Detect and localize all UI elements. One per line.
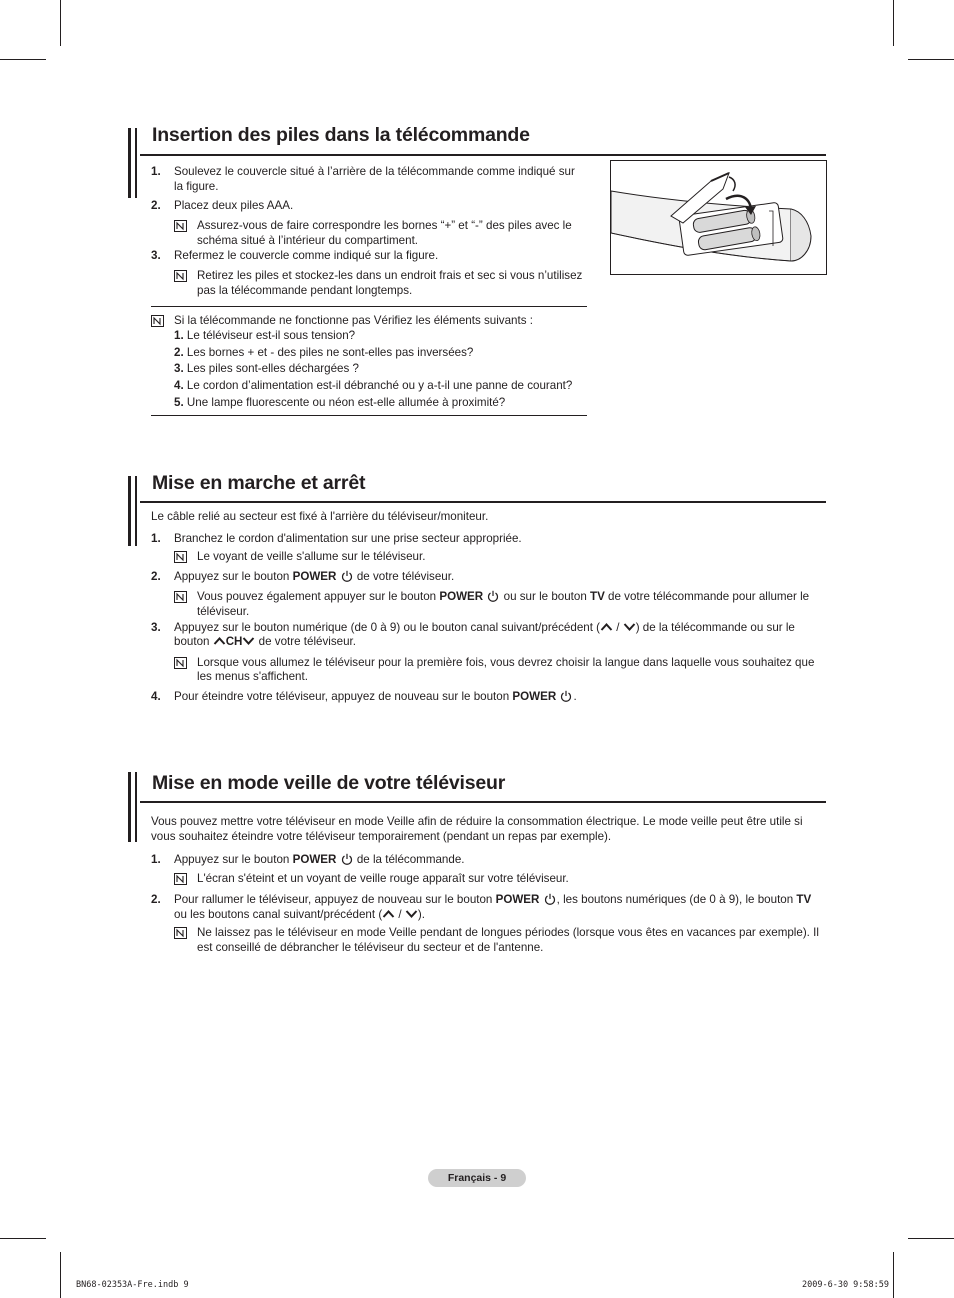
intro-text: Vous pouvez mettre votre téléviseur en mode Veille afin de réduire la consommation électrique. Le mode veille peut être utile si [151, 815, 803, 828]
trouble-item [174, 328, 355, 343]
note-text: est conseillé de débrancher le téléviseur du secteur et de l'antenne. [197, 941, 544, 954]
step-text [174, 634, 356, 649]
tv-label: TV [796, 893, 812, 906]
note-icon [174, 270, 187, 282]
text-run: Appuyez sur le bouton [174, 570, 293, 583]
step-text [174, 892, 811, 907]
note-text: Le voyant de veille s'allume sur le téléviseur. [197, 550, 426, 563]
crop-mark [0, 1238, 46, 1239]
step-number: 2. [151, 893, 161, 906]
section-marker [135, 476, 137, 546]
text-run: de votre téléviseur. [353, 570, 455, 583]
crop-mark [893, 1252, 894, 1298]
note-text: Assurez-vous de faire correspondre les bornes “+” et “-” des piles avec le [197, 219, 572, 232]
item-text: Le téléviseur est-il sous tension? [183, 329, 356, 342]
item-number: 3. [174, 362, 184, 375]
intro-text: vous souhaitez éteindre votre téléviseur temporairement (pendant un repas par exemple). [151, 830, 612, 843]
trouble-item [174, 378, 572, 393]
step-text: Placez deux piles AAA. [174, 199, 294, 212]
power-icon [341, 853, 353, 865]
step-text [174, 907, 425, 922]
text-run: Appuyez sur le bouton [174, 853, 293, 866]
tv-label: TV [590, 590, 605, 603]
step-text: Branchez le cordon d'alimentation sur une prise secteur appropriée. [174, 532, 522, 545]
note-icon [174, 927, 187, 939]
step-text: Refermez le couvercle comme indiqué sur la figure. [174, 249, 439, 262]
step-number: 3. [151, 249, 161, 262]
crop-mark [893, 0, 894, 46]
ch-label: CH [225, 635, 243, 648]
trouble-item [174, 345, 473, 360]
crop-mark [908, 59, 954, 60]
section-marker [128, 772, 131, 842]
text-run: Pour éteindre votre téléviseur, appuyez de nouveau sur le bouton [174, 690, 513, 703]
divider [151, 415, 587, 416]
power-label: POWER [439, 590, 484, 603]
remote-illustration [611, 161, 826, 274]
note-text: Lorsque vous allumez le téléviseur pour la première fois, vous devrez choisir la langue dans laquelle vous souhaitez que [197, 656, 815, 669]
chevron-down-icon [405, 908, 418, 918]
step-number: 2. [151, 570, 161, 583]
divider [151, 306, 587, 307]
section-title-power: Mise en marche et arrêt [152, 472, 366, 494]
step-text [174, 620, 795, 635]
power-label: POWER [512, 690, 557, 703]
trouble-item [174, 395, 505, 410]
section-marker [135, 772, 137, 842]
section-marker [128, 128, 131, 198]
text-run: bouton [174, 635, 213, 648]
item-number: 1. [174, 329, 184, 342]
trouble-intro: Si la télécommande ne fonctionne pas Vérifiez les éléments suivants : [174, 314, 533, 327]
text-run: de votre téléviseur. [255, 635, 356, 648]
file-slug: BN68-02353A-Fre.indb 9 [76, 1280, 189, 1290]
date-slug: 2009-6-30 9:58:59 [802, 1280, 889, 1290]
item-text: Les piles sont-elles déchargées ? [183, 362, 359, 375]
step-number: 2. [151, 199, 161, 212]
text-run: Pour rallumer le téléviseur, appuyez de nouveau sur le bouton [174, 893, 496, 906]
step-text: Soulevez le couvercle situé à l’arrière de la télécommande comme indiqué sur [174, 165, 575, 178]
title-rule [140, 501, 826, 503]
item-number: 2. [174, 346, 184, 359]
trouble-item [174, 361, 359, 376]
text-run: Vous pouvez également appuyer sur le bouton [197, 590, 440, 603]
title-rule [140, 801, 826, 803]
text-run: ou sur le bouton [500, 590, 590, 603]
chevron-down-icon [242, 635, 255, 645]
crop-mark [60, 1252, 61, 1298]
note-icon [174, 873, 187, 885]
power-icon [487, 590, 499, 602]
chevron-down-icon [623, 621, 636, 631]
item-text: Les bornes + et - des piles ne sont-elles pas inversées? [183, 346, 474, 359]
intro-text: Le câble relié au secteur est fixé à l'arrière du téléviseur/moniteur. [151, 510, 489, 523]
step-text [174, 569, 454, 584]
step-number: 1. [151, 165, 161, 178]
page-number: Français - 9 [428, 1169, 526, 1187]
text-run: ou les boutons canal suivant/précédent ( [174, 908, 383, 921]
item-text: Le cordon d’alimentation est-il débranché ou y a-t-il une panne de courant? [183, 379, 573, 392]
power-label: POWER [495, 893, 540, 906]
item-number: 5. [174, 396, 184, 409]
remote-battery-figure [610, 160, 827, 275]
note-text: téléviseur. [197, 605, 250, 618]
crop-mark [908, 1238, 954, 1239]
step-text: la figure. [174, 180, 219, 193]
text-run: / [613, 621, 623, 634]
text-run: . [573, 690, 577, 703]
power-icon [560, 690, 572, 702]
note-text: schéma situé à l’intérieur du compartiment. [197, 234, 419, 247]
step-number: 1. [151, 853, 161, 866]
step-number: 3. [151, 621, 161, 634]
note-icon [174, 551, 187, 563]
note-text: Retirez les piles et stockez-les dans un endroit frais et sec si vous n’utilisez [197, 269, 583, 282]
power-icon [341, 570, 353, 582]
section-title-standby: Mise en mode veille de votre téléviseur [152, 772, 506, 794]
note-text: L'écran s'éteint et un voyant de veille rouge apparaît sur votre téléviseur. [197, 872, 569, 885]
chevron-up-icon [213, 635, 226, 645]
item-text: Une lampe fluorescente ou néon est-elle allumée à proximité? [183, 396, 506, 409]
section-marker [135, 128, 137, 198]
note-icon [174, 220, 187, 232]
chevron-up-icon [382, 908, 395, 918]
section-title-batteries: Insertion des piles dans la télécommande [152, 124, 530, 146]
text-run: de votre télécommande pour allumer le [604, 590, 810, 603]
text-run: ). [417, 908, 425, 921]
note-text: pas la télécommande pendant longtemps. [197, 284, 413, 297]
title-rule [140, 154, 826, 156]
power-label: POWER [292, 853, 337, 866]
text-run: ) de la télécommande ou sur le [635, 621, 795, 634]
text-run: , les boutons numériques (de 0 à 9), le bouton [556, 893, 797, 906]
step-number: 4. [151, 690, 161, 703]
section-marker [128, 476, 131, 546]
crop-mark [60, 0, 61, 46]
note-text: Ne laissez pas le téléviseur en mode Veille pendant de longues périodes (lorsque vous êtes en vacances par exemple). Il [197, 926, 819, 939]
item-number: 4. [174, 379, 184, 392]
power-label: POWER [292, 570, 337, 583]
note-icon [174, 591, 187, 603]
step-number: 1. [151, 532, 161, 545]
note-icon [174, 657, 187, 669]
text-run: / [395, 908, 405, 921]
note-text: les menus s'affichent. [197, 670, 308, 683]
chevron-up-icon [600, 621, 613, 631]
crop-mark [0, 59, 46, 60]
power-icon [544, 893, 556, 905]
text-run: Appuyez sur le bouton numérique (de 0 à 9) ou le bouton canal suivant/précédent ( [174, 621, 601, 634]
note-icon [151, 315, 164, 327]
note-text [197, 589, 809, 604]
step-text [174, 689, 577, 704]
step-text [174, 852, 465, 867]
text-run: de la télécommande. [353, 853, 465, 866]
